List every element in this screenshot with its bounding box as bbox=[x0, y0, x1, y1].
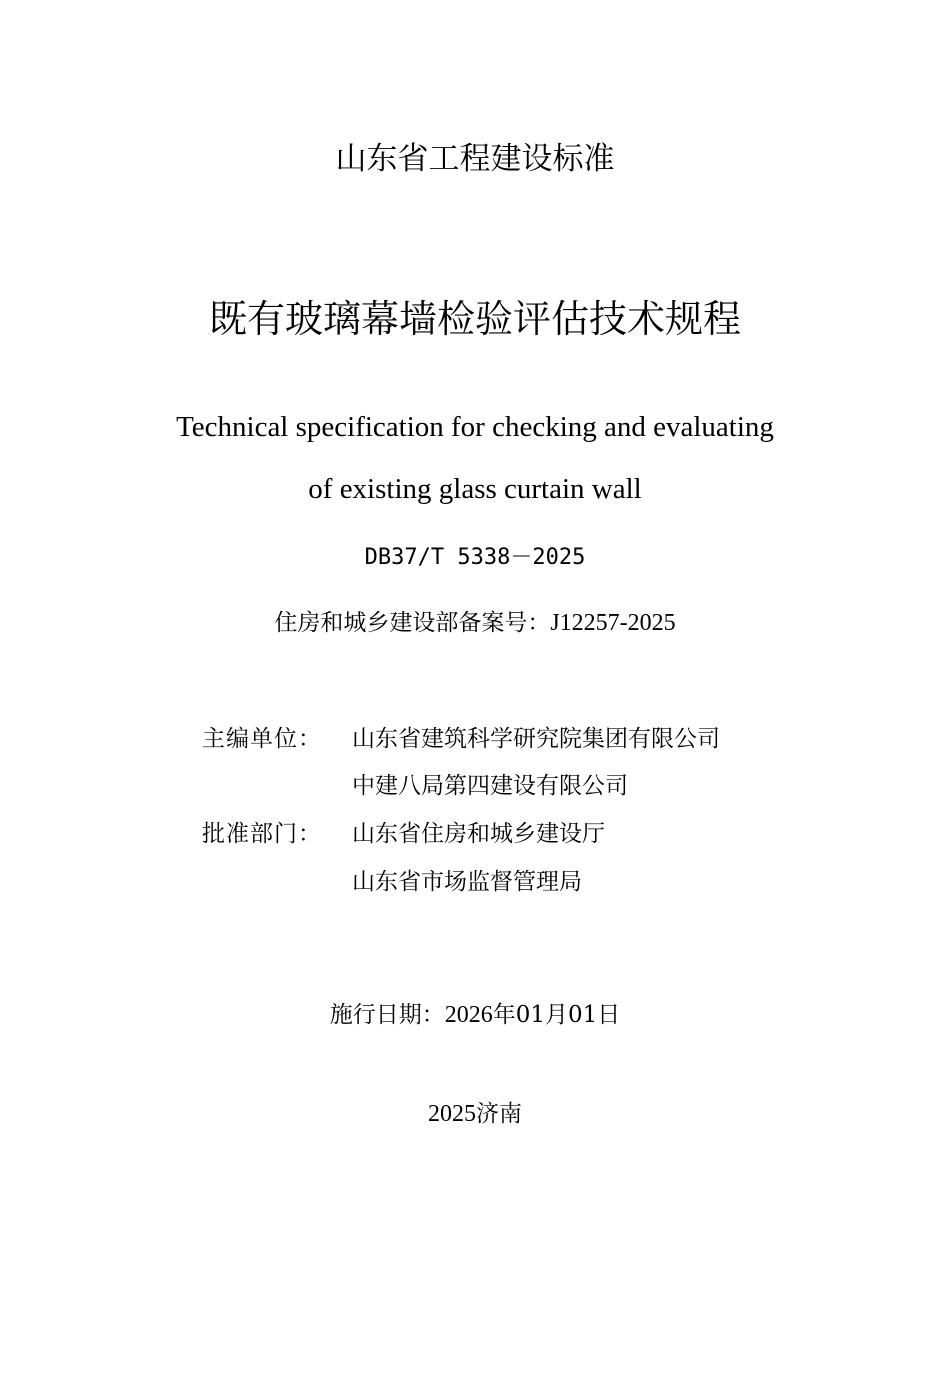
record-number-line bbox=[0, 604, 950, 637]
effective-date-rest: 年01月01日 bbox=[492, 1002, 621, 1028]
effective-date-label: 施行日期： bbox=[329, 1002, 445, 1028]
record-label: 住房和城乡建设部备案号： bbox=[274, 610, 551, 636]
document-title: 既有玻璃幕墙检验评估技术规程 bbox=[208, 297, 741, 341]
approval-org-1: 山东省住房和城乡建设厅 bbox=[352, 821, 605, 847]
publication-year: 2025 bbox=[428, 1101, 476, 1127]
publication-place-line bbox=[0, 1095, 950, 1128]
chief-editor-row bbox=[202, 720, 720, 750]
english-title-line-1: Technical specification for checking and evaluating bbox=[176, 411, 774, 443]
effective-date-year: 2026 bbox=[444, 1002, 493, 1028]
chief-editor-row-2 bbox=[202, 767, 628, 797]
approval-row-2 bbox=[202, 863, 582, 893]
effective-date-line bbox=[0, 996, 950, 1029]
chief-editor-label: 主编单位： bbox=[202, 726, 322, 752]
chief-editor-org-2: 中建八局第四建设有限公司 bbox=[352, 773, 628, 799]
series-title: 山东省工程建设标准 bbox=[335, 141, 615, 177]
standard-code: DB37/T 5338－2025 bbox=[364, 545, 586, 570]
record-number: J12257-2025 bbox=[550, 610, 676, 636]
approval-org-2: 山东省市场监督管理局 bbox=[352, 869, 582, 895]
chief-editor-org-1: 山东省建筑科学研究院集团有限公司 bbox=[352, 726, 720, 752]
approval-row bbox=[202, 815, 605, 845]
english-title-line-2: of existing glass curtain wall bbox=[308, 473, 642, 505]
publication-city: 济南 bbox=[476, 1101, 522, 1127]
approval-label: 批准部门： bbox=[202, 821, 322, 847]
